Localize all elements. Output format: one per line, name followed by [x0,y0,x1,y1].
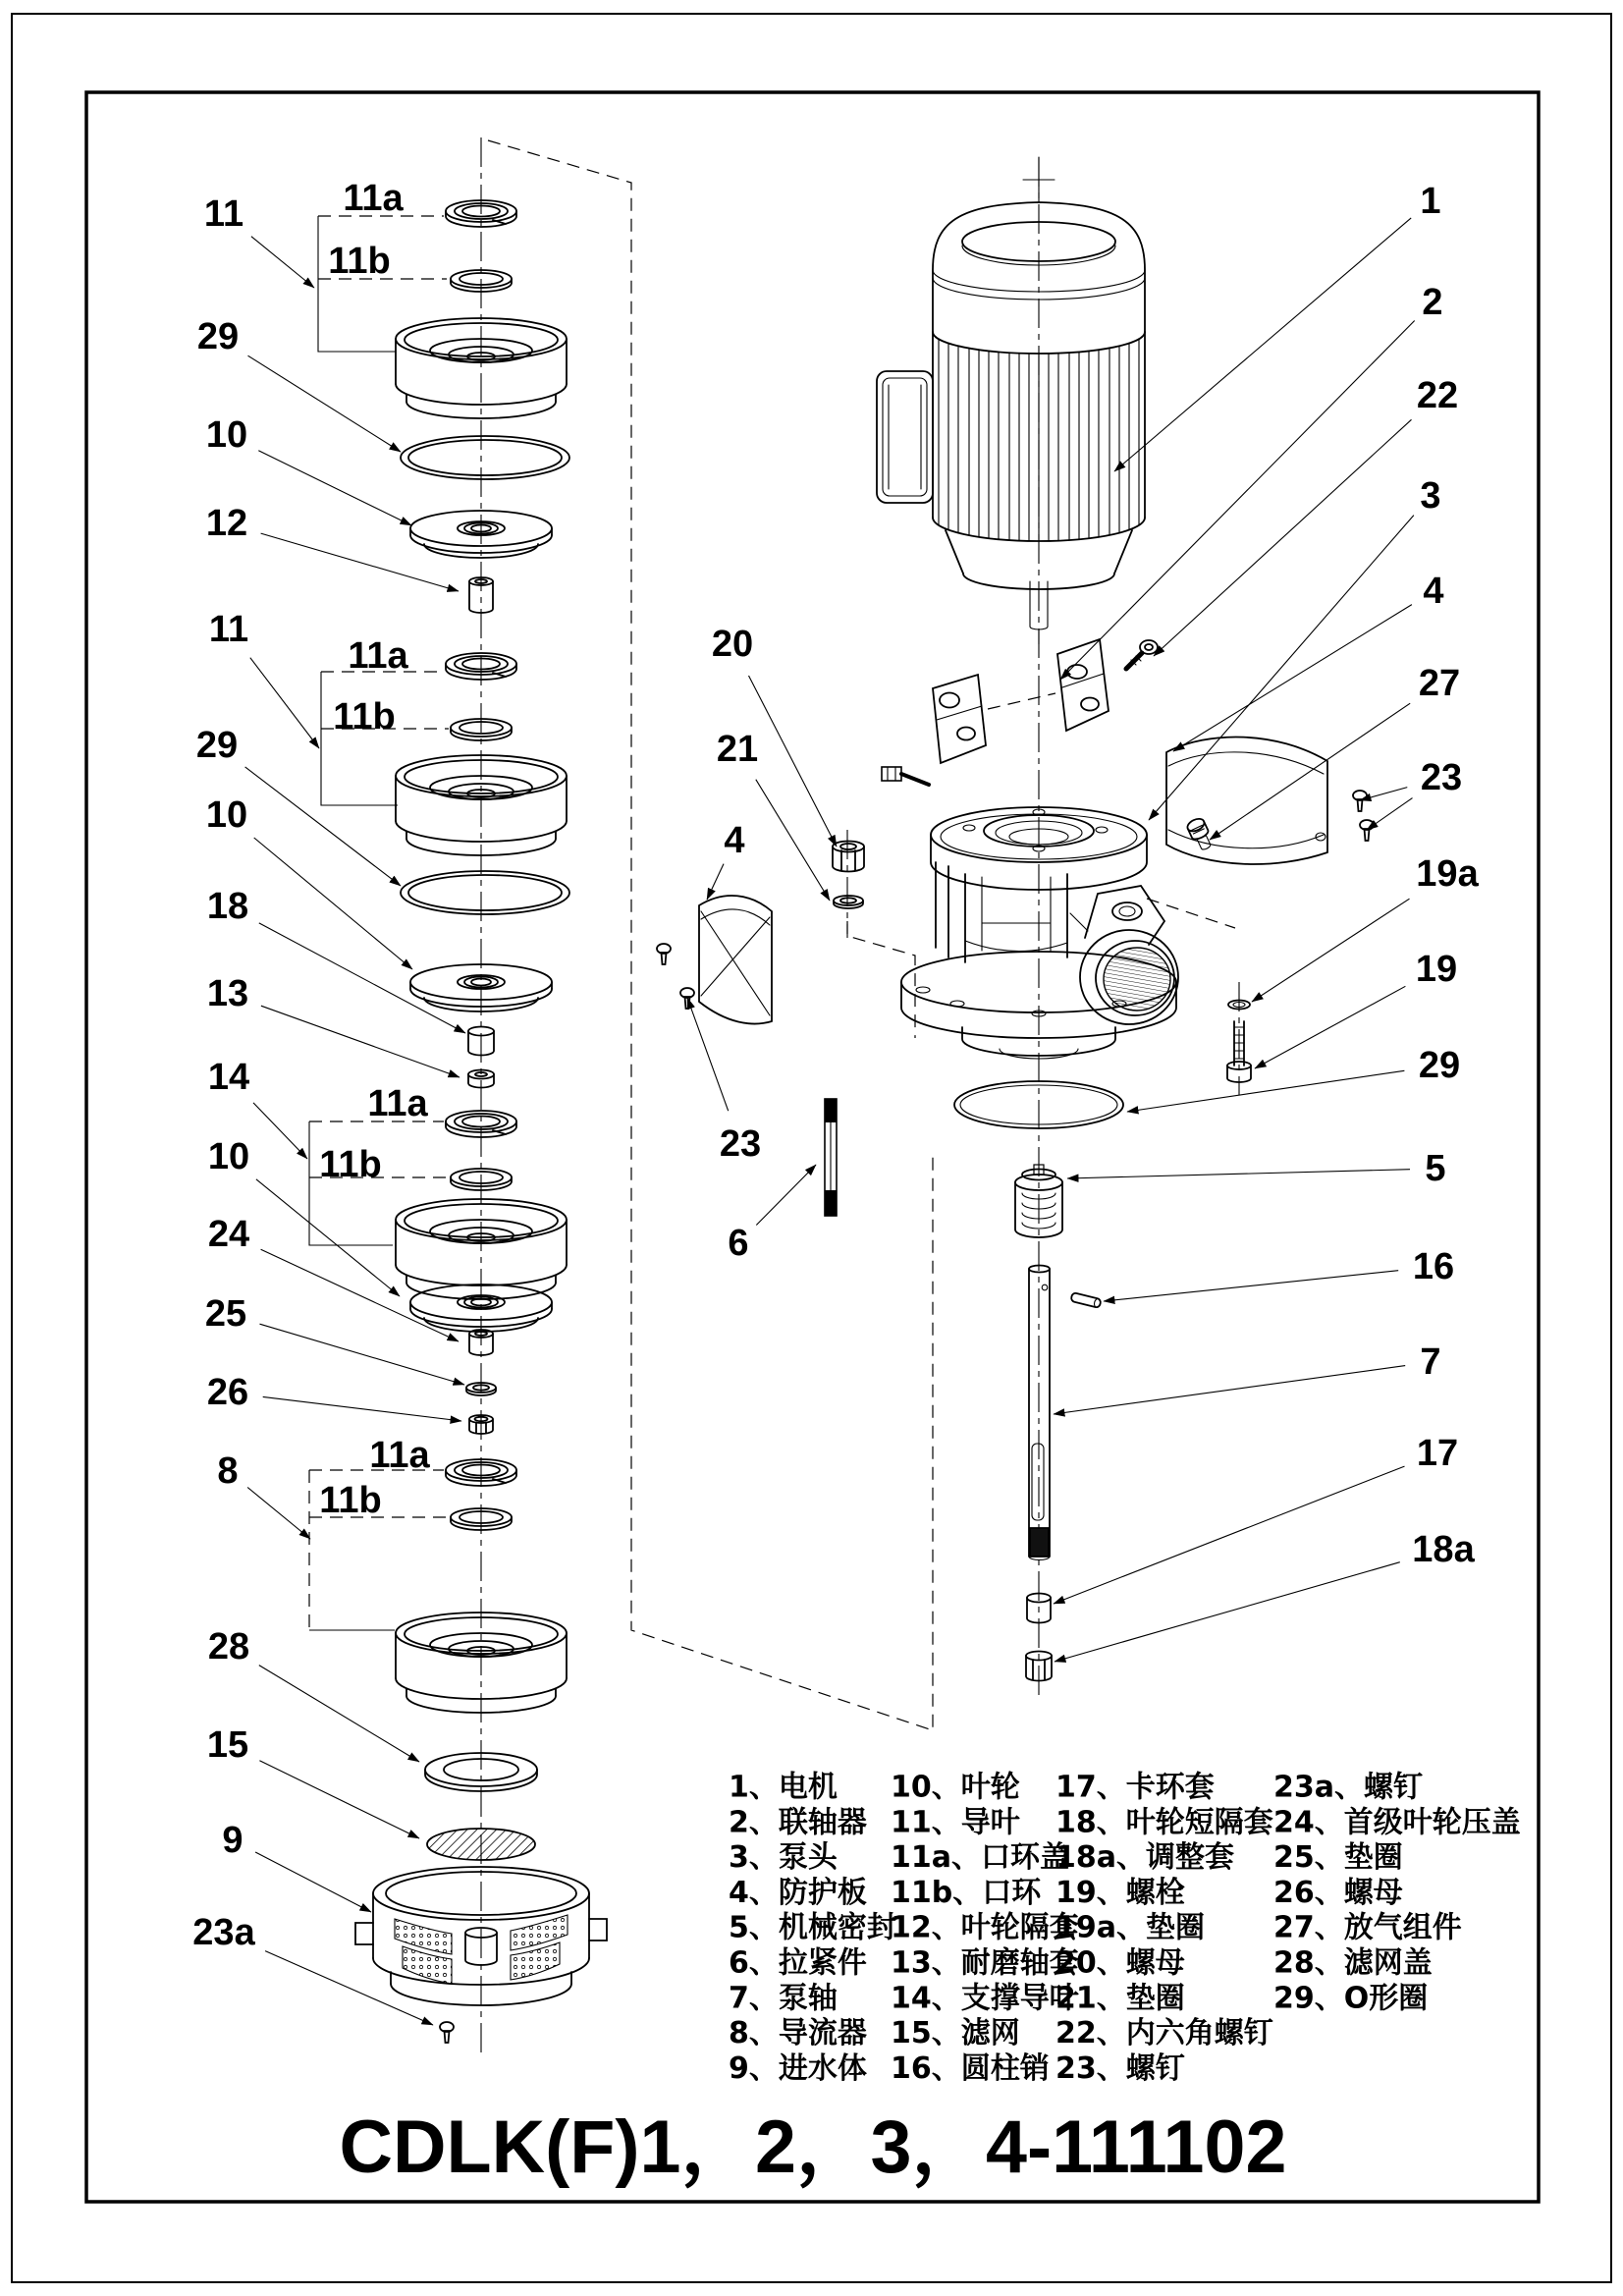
callout-label-11a: 11a [348,635,408,677]
part-entry-23: 23、螺钉 [1055,2050,1185,2086]
callout-label-25: 25 [204,1293,247,1335]
part-entry-12: 12、叶轮隔套 [891,1910,1079,1945]
part-entry-25: 25、垫圈 [1273,1840,1403,1876]
callout-label-29: 29 [195,725,239,766]
callout-label-23: 23 [719,1123,762,1165]
callout-label-9: 9 [222,1820,243,1861]
callout-label-3: 3 [1420,475,1441,517]
callout-label-21: 21 [716,729,759,770]
callout-label-22: 22 [1416,375,1459,416]
part-entry-19: 19、螺栓 [1055,1875,1185,1910]
part-entry-8: 8、导流器 [729,2016,867,2051]
callout-label-5: 5 [1425,1148,1446,1189]
part-entry-5: 5、机械密封 [729,1910,896,1945]
callout-label-19: 19 [1415,949,1458,990]
callout-label-11b: 11b [328,241,391,282]
callout-label-11b: 11b [333,696,396,738]
callout-label-23: 23 [1420,757,1463,798]
callout-label-20: 20 [711,624,754,665]
part-entry-10: 10、叶轮 [891,1770,1020,1805]
part-entry-27: 27、放气组件 [1273,1910,1462,1945]
part-entry-4: 4、防护板 [729,1875,867,1910]
callout-label-12: 12 [205,503,248,544]
callout-label-17: 17 [1416,1433,1459,1474]
callout-label-10: 10 [207,1136,250,1177]
part-entry-24: 24、首级叶轮压盖 [1273,1805,1521,1840]
callout-label-29: 29 [1418,1045,1461,1086]
callout-label-19a: 19a [1416,853,1479,895]
callout-label-28: 28 [207,1626,250,1667]
part-entry-6: 6、拉紧件 [729,1945,867,1981]
part-entry-22: 22、内六角螺钉 [1055,2016,1273,2051]
callout-label-18: 18 [206,886,249,927]
part-entry-17: 17、卡环套 [1055,1770,1215,1805]
callout-label-4: 4 [724,820,745,861]
part-entry-18a: 18a、调整套 [1055,1840,1234,1876]
part-entry-2: 2、联轴器 [729,1805,867,1840]
callout-label-24: 24 [207,1214,250,1255]
part-entry-28: 28、滤网盖 [1273,1945,1433,1981]
part-entry-16: 16、圆柱销 [891,2050,1050,2086]
part-entry-19a: 19a、垫圈 [1055,1910,1205,1945]
callout-label-7: 7 [1420,1341,1441,1383]
part-entry-14: 14、支撑导叶 [891,1981,1079,2016]
callout-label-16: 16 [1412,1246,1455,1287]
callout-label-29: 29 [196,316,240,357]
callout-label-26: 26 [206,1372,249,1413]
callout-label-11b: 11b [319,1480,382,1521]
callout-label-6: 6 [728,1223,749,1264]
callout-label-11a: 11a [367,1083,428,1124]
callout-label-10: 10 [205,794,248,836]
callout-label-27: 27 [1418,663,1461,704]
part-entry-9: 9、进水体 [729,2050,867,2086]
callout-label-11: 11 [208,609,249,650]
callout-label-11: 11 [203,193,244,235]
part-entry-18: 18、叶轮短隔套 [1055,1805,1273,1840]
callout-label-23a: 23a [192,1912,255,1953]
part-entry-7: 7、泵轴 [729,1981,838,2016]
callout-label-15: 15 [206,1724,249,1766]
callout-label-11b: 11b [319,1144,382,1185]
callout-label-4: 4 [1423,571,1444,612]
part-entry-11b: 11b、口环 [891,1875,1042,1910]
callout-label-14: 14 [207,1057,250,1098]
part-entry-11a: 11a、口环盖 [891,1840,1069,1876]
callout-label-2: 2 [1422,282,1443,323]
part-entry-13: 13、耐磨轴套 [891,1945,1079,1981]
callout-label-11a: 11a [343,178,404,219]
part-entry-23a: 23a、螺钉 [1273,1770,1423,1805]
callout-label-13: 13 [206,973,249,1014]
part-entry-15: 15、滤网 [891,2016,1020,2051]
drawing-title: CDLK(F)1，2，3，4-111102 [339,2105,1287,2189]
strainer-mesh-drawing [427,1829,535,1860]
part-entry-29: 29、O形圈 [1273,1981,1429,2016]
part-entry-1: 1、电机 [729,1770,838,1805]
callout-label-11a: 11a [369,1435,430,1476]
part-entry-3: 3、泵头 [729,1840,838,1876]
callout-label-18a: 18a [1412,1529,1475,1570]
callout-label-1: 1 [1420,181,1441,222]
callout-label-8: 8 [217,1450,239,1492]
callout-label-10: 10 [205,414,248,456]
part-entry-26: 26、螺母 [1273,1875,1403,1910]
part-entry-11: 11、导叶 [891,1805,1020,1840]
part-entry-21: 21、垫圈 [1055,1981,1185,2016]
part-entry-20: 20、螺母 [1055,1945,1185,1981]
